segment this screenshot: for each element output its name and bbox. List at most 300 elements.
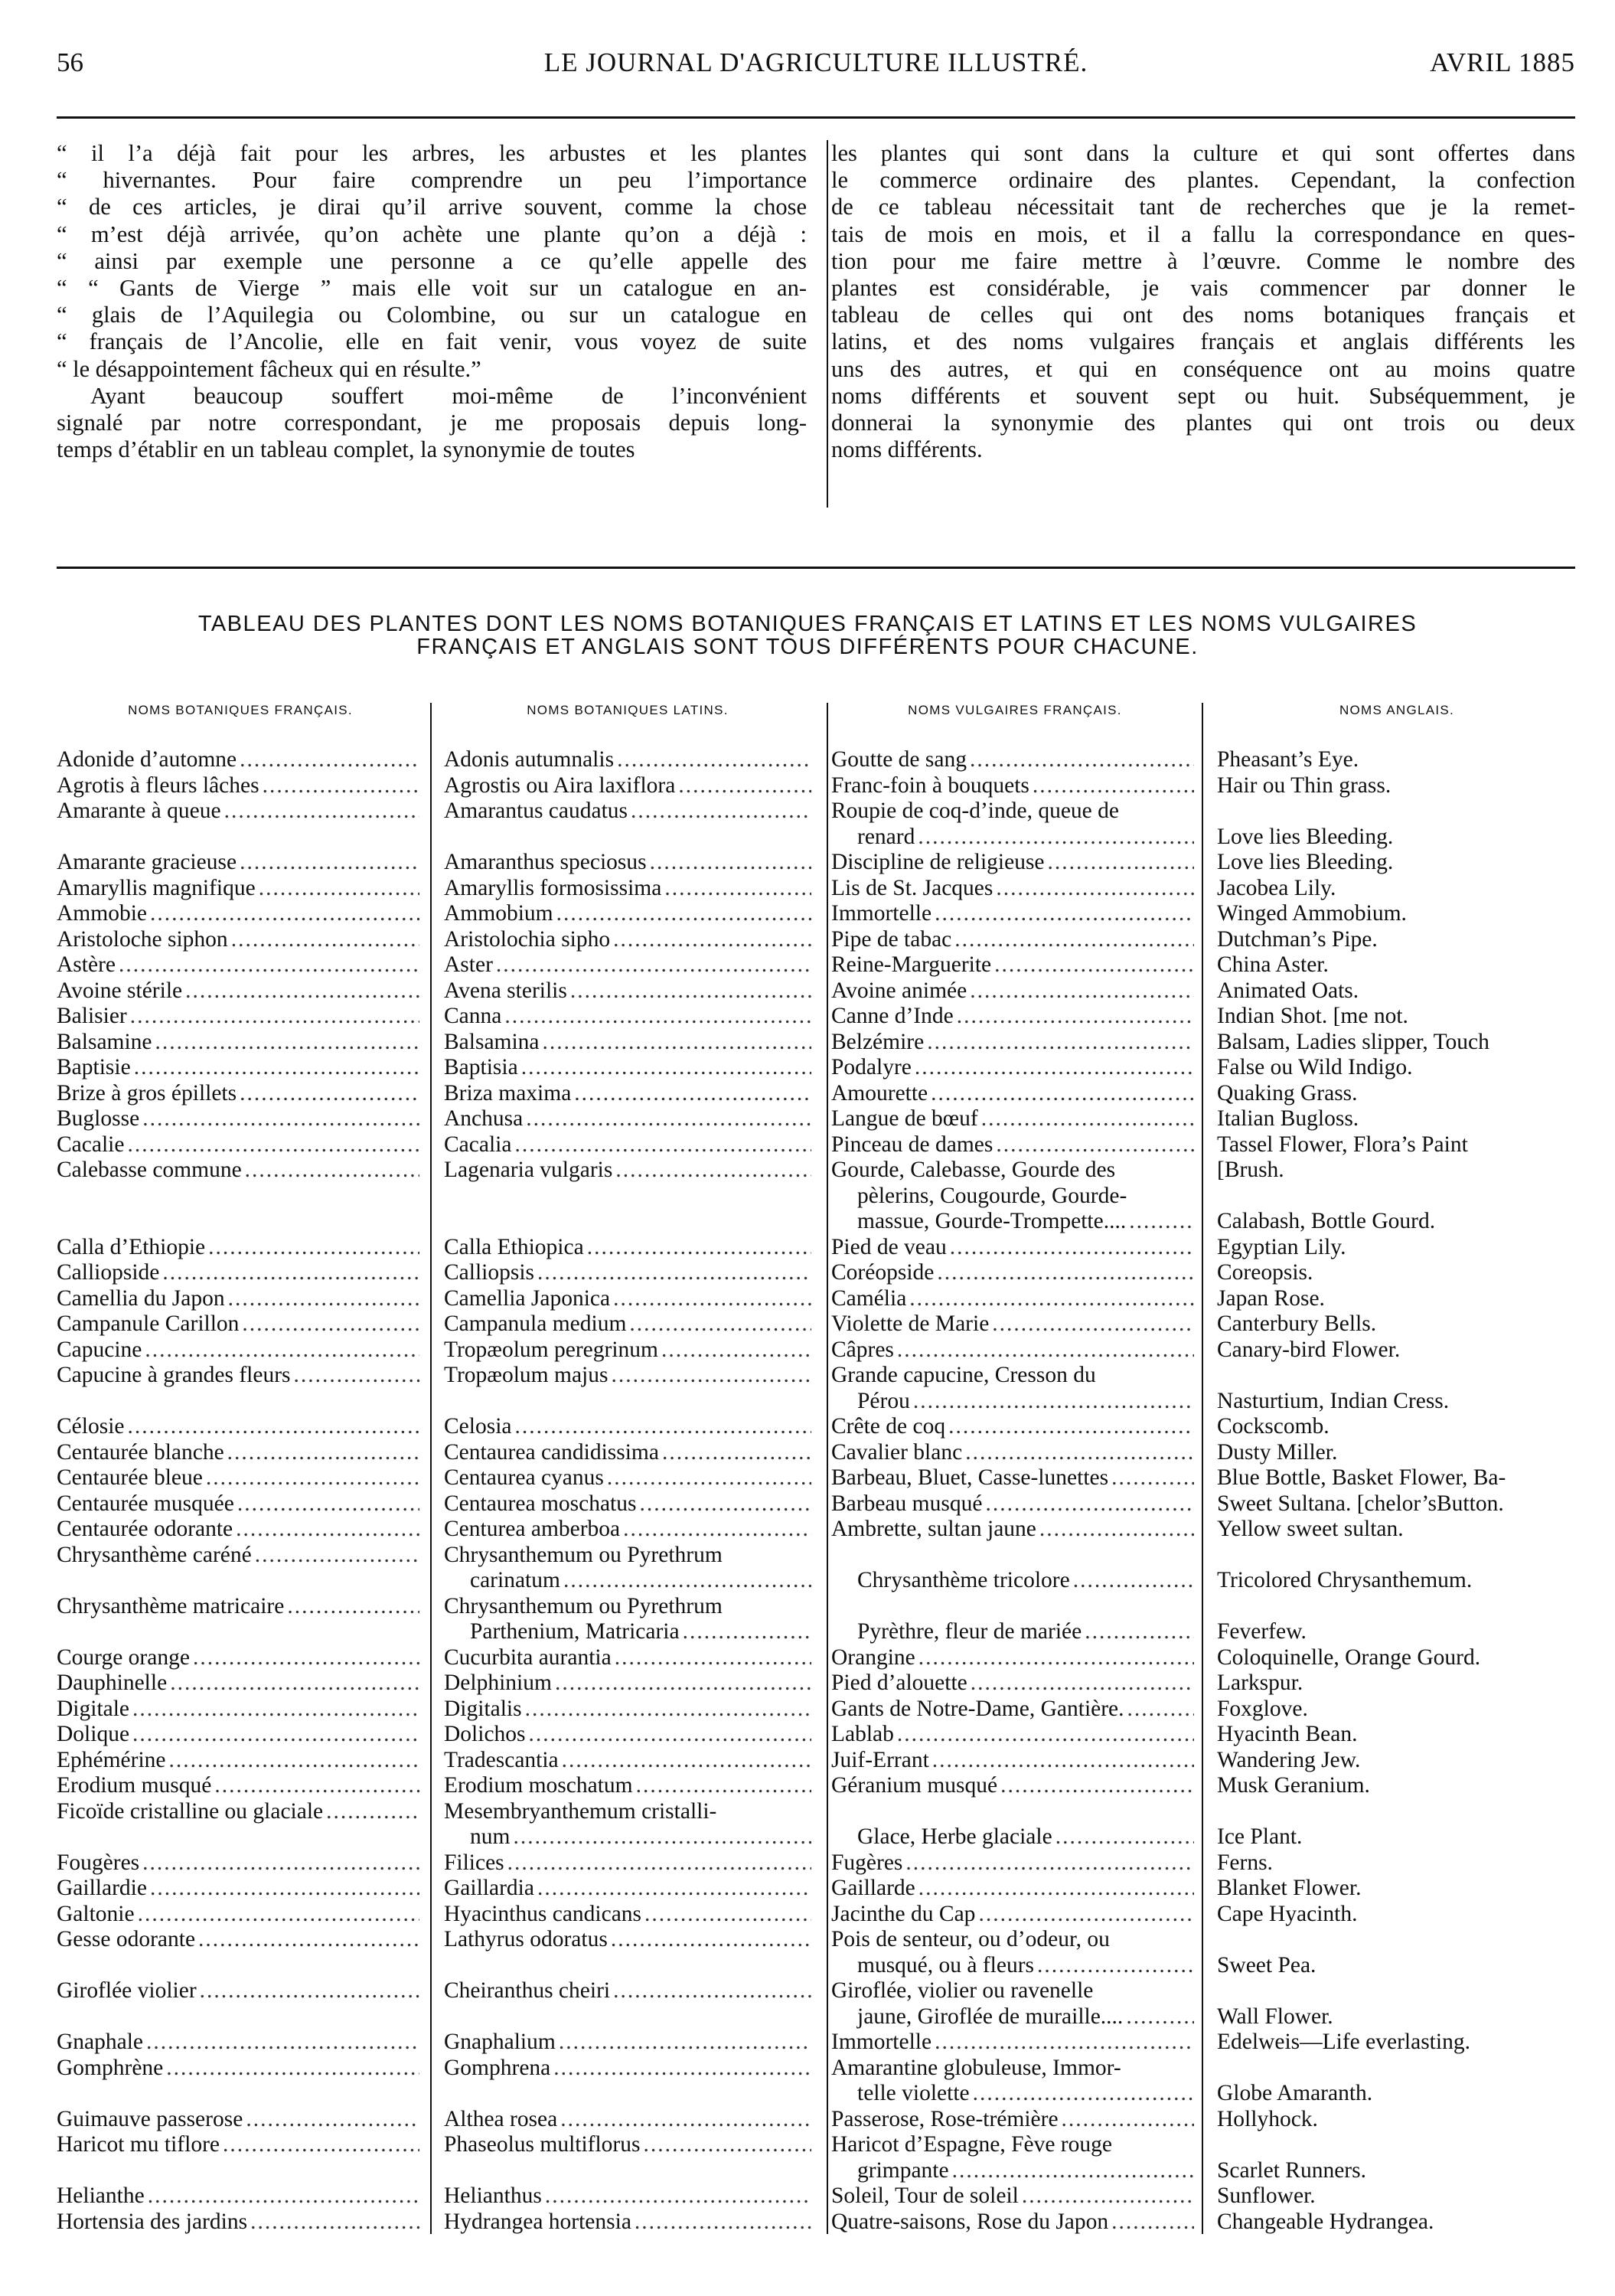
- dot-leader: [246, 2107, 419, 2133]
- french-common-name: [831, 978, 1194, 1004]
- dot-leader: [1111, 2209, 1194, 2236]
- dot-leader: [496, 952, 811, 978]
- french-botanical-name-text: Astère: [57, 952, 116, 977]
- french-botanical-name-text: Guimauve passerose: [57, 2106, 243, 2131]
- french-common-name-text: Camélia: [831, 1285, 907, 1311]
- dot-leader: [537, 1876, 811, 1902]
- dot-leader: [236, 1517, 419, 1543]
- latin-botanical-name-text: Avena sterilis: [444, 978, 567, 1003]
- dot-leader: [918, 1876, 1194, 1902]
- french-botanical-name-text: Amarante à queue: [57, 799, 221, 823]
- french-common-name: Giroflée, violier ou ravenelle: [831, 1978, 1094, 2003]
- dot-leader: [587, 1235, 811, 1261]
- french-common-name-text: Pyrèthre, fleur de mariée: [857, 1619, 1082, 1644]
- french-common-name: [831, 1311, 1194, 1337]
- dot-leader: [661, 1337, 811, 1364]
- french-common-name: [831, 2183, 1194, 2209]
- english-name: Sweet Pea.: [1217, 1952, 1316, 1978]
- prose-left-column: [57, 140, 807, 463]
- french-common-name: [831, 1517, 1194, 1543]
- french-botanical-name-text: Baptisie: [57, 1055, 131, 1079]
- dot-leader: [150, 901, 419, 927]
- french-botanical-name-text: Gnaphale: [57, 2030, 144, 2054]
- english-name: Nasturtium, Indian Cress.: [1217, 1388, 1450, 1413]
- french-botanical-name: [57, 1876, 419, 1902]
- french-botanical-name: [57, 1337, 419, 1364]
- english-name: Sunflower.: [1217, 2183, 1316, 2208]
- french-botanical-name: [57, 1799, 419, 1825]
- latin-botanical-name: [444, 927, 811, 953]
- french-common-name-text: Pipe de tabac: [831, 926, 952, 952]
- dot-leader: [237, 1491, 419, 1517]
- dot-leader: [931, 1081, 1194, 1107]
- dot-leader: [132, 1722, 419, 1748]
- dot-leader: [155, 1030, 419, 1056]
- french-common-name-text: Immortelle: [831, 2030, 932, 2054]
- latin-botanical-name: [444, 1773, 811, 1799]
- latin-botanical-name: [444, 2183, 811, 2209]
- latin-botanical-name: [444, 1004, 811, 1030]
- dot-leader: [954, 927, 1194, 953]
- french-botanical-name-text: Campanule Carillon: [57, 1311, 240, 1336]
- english-name: Blue Bottle, Basket Flower, Ba-: [1217, 1465, 1506, 1490]
- french-botanical-name: [57, 2107, 419, 2133]
- dot-leader: [326, 1799, 419, 1825]
- french-botanical-name-text: Adonide d’automne: [57, 747, 237, 772]
- dot-leader: [231, 927, 419, 953]
- latin-botanical-name-text: Cacalia: [444, 1132, 512, 1157]
- english-name: Tricolored Chrysanthemum.: [1217, 1568, 1473, 1592]
- dot-leader: [992, 1311, 1194, 1337]
- dot-leader: [935, 2030, 1194, 2056]
- french-common-name: Grande capucine, Cresson du: [831, 1363, 1096, 1387]
- french-botanical-name-text: Calla d’Ethiopie: [57, 1234, 206, 1259]
- english-name: Blanket Flower.: [1217, 1876, 1362, 1900]
- latin-botanical-name: [444, 1158, 811, 1184]
- dot-leader: [915, 1055, 1194, 1081]
- journal-title: LE JOURNAL D'AGRICULTURE ILLUSTRÉ.: [543, 47, 1088, 77]
- french-botanical-name-text: Centaurée bleue: [57, 1465, 203, 1490]
- french-botanical-name-text: Chrysanthème caréné: [57, 1542, 252, 1567]
- dot-leader: [613, 927, 811, 953]
- latin-botanical-name: [444, 1927, 811, 1953]
- english-name: Love lies Bleeding.: [1217, 824, 1394, 849]
- dot-leader: [909, 1286, 1194, 1312]
- latin-botanical-name: [444, 1440, 811, 1466]
- french-common-name: [857, 2081, 1194, 2107]
- dot-leader: [918, 1645, 1194, 1671]
- french-botanical-name-text: Avoine stérile: [57, 978, 183, 1003]
- prose-line: plantes est considérable, je vais commencer par donner le: [831, 274, 1575, 301]
- french-common-name: [831, 1235, 1194, 1261]
- french-botanical-name-text: Agrotis à fleurs lâches: [57, 772, 259, 798]
- dot-leader: [1127, 1697, 1194, 1723]
- dot-leader: [574, 1081, 811, 1107]
- latin-botanical-name: [444, 1286, 811, 1312]
- french-botanical-name: [57, 1106, 419, 1132]
- latin-botanical-name: Chrysanthemum ou Pyrethrum: [444, 1542, 723, 1567]
- french-botanical-name-text: Centaurée odorante: [57, 1517, 233, 1541]
- french-botanical-name-text: Camellia du Japon: [57, 1285, 225, 1311]
- french-botanical-name: [57, 1850, 419, 1876]
- dot-leader: [559, 2030, 811, 2056]
- latin-botanical-name: [444, 1260, 811, 1286]
- latin-botanical-name: [444, 1337, 811, 1364]
- french-botanical-name: [57, 1030, 419, 1056]
- french-common-name: [831, 2107, 1194, 2133]
- french-botanical-name-text: Gaillardie: [57, 1876, 147, 1900]
- latin-botanical-name-text: Tropæolum peregrinum: [444, 1337, 658, 1362]
- french-common-name: [857, 825, 1194, 851]
- french-common-name: Pois de senteur, ou d’odeur, ou: [831, 1927, 1110, 1951]
- french-botanical-name-text: Erodium musqué: [57, 1773, 212, 1798]
- french-common-name: [857, 1619, 1194, 1645]
- latin-botanical-name-text: Calla Ethiopica: [444, 1234, 584, 1259]
- french-botanical-name-text: Calebasse commune: [57, 1158, 242, 1182]
- french-botanical-name: [57, 747, 419, 773]
- table-title-line-2: FRANÇAIS ET ANGLAIS SONT TOUS DIFFÉRENTS POUR CHACUNE.: [416, 635, 1199, 659]
- dot-leader: [150, 1876, 419, 1902]
- latin-botanical-name: Mesembryanthemum cristalli-: [444, 1798, 717, 1824]
- dot-leader: [631, 799, 811, 825]
- plant-synonym-table: [0, 747, 1615, 2240]
- french-common-name: [831, 1671, 1194, 1697]
- latin-botanical-name-text: Balsamina: [444, 1029, 540, 1054]
- dot-leader: [543, 1030, 811, 1056]
- latin-botanical-name-text: Amaranthus speciosus: [444, 850, 647, 874]
- latin-botanical-name-text: Erodium moschatum: [444, 1773, 633, 1798]
- dot-leader: [678, 773, 811, 799]
- latin-botanical-name-text: Gaillardia: [444, 1876, 534, 1900]
- latin-botanical-name: [444, 1132, 811, 1158]
- french-botanical-name: [57, 1927, 419, 1953]
- dot-leader: [166, 2056, 419, 2082]
- prose-line: “ “ Gants de Vierge ” mais elle voit sur un catalogue en an-: [57, 274, 807, 301]
- dot-leader: [545, 2183, 811, 2209]
- prose-line: les plantes qui sont dans la culture et qui sont offertes dans: [831, 140, 1575, 166]
- french-common-name-text: Jacinthe du Cap: [831, 1901, 976, 1926]
- table-title-line-1: TABLEAU DES PLANTES DONT LES NOMS BOTANIQUES FRANÇAIS ET LATINS ET LES NOMS VULGAIRES: [197, 612, 1418, 636]
- french-botanical-name-text: Centaurée musquée: [57, 1491, 234, 1516]
- french-common-name-text: massue, Gourde-Trompette....: [857, 1209, 1127, 1233]
- french-common-name-text: musqué, ou à fleurs: [857, 1952, 1035, 1978]
- dot-leader: [971, 1671, 1194, 1697]
- dot-leader: [513, 1824, 811, 1850]
- latin-botanical-name-cont-text: Parthenium, Matricaria: [470, 1619, 680, 1644]
- dot-leader: [897, 1722, 1194, 1748]
- prose-line: uns des autres, et qui en conséquence ont au moins quatre: [831, 355, 1575, 382]
- dot-leader: [613, 1286, 811, 1312]
- dot-leader: [629, 1311, 811, 1337]
- french-botanical-name: [57, 773, 419, 799]
- french-common-name-text: Coréopside: [831, 1260, 935, 1285]
- prose-line: latins, et des noms vulgaires français et anglais différents les: [831, 328, 1575, 355]
- dot-leader: [214, 1773, 419, 1799]
- french-botanical-name: [57, 2132, 419, 2158]
- french-common-name: [831, 773, 1194, 799]
- latin-botanical-name: [444, 1671, 811, 1697]
- french-common-name: [831, 1645, 1194, 1671]
- column-header-french-botanical: NOMS BOTANIQUES FRANÇAIS.: [128, 703, 353, 717]
- french-botanical-name: [57, 1414, 419, 1440]
- prose-line: “ français de l’Ancolie, elle en fait venir, vous voyez de suite: [57, 328, 807, 355]
- french-common-name: Gourde, Calebasse, Gourde des: [831, 1158, 1116, 1182]
- french-botanical-name: [57, 1004, 419, 1030]
- english-name: Italian Bugloss.: [1217, 1106, 1359, 1131]
- column-header-latin-botanical: NOMS BOTANIQUES LATINS.: [527, 703, 729, 717]
- dot-leader: [255, 1543, 419, 1569]
- french-botanical-name-text: Capucine: [57, 1337, 142, 1362]
- french-botanical-name: [57, 876, 419, 902]
- french-common-name: [831, 1491, 1194, 1517]
- dot-leader: [970, 747, 1194, 773]
- french-common-name-text: Langue de bœuf: [831, 1106, 978, 1131]
- french-common-name: [831, 876, 1194, 902]
- latin-botanical-name: [444, 1748, 811, 1774]
- dot-leader: [250, 2209, 419, 2236]
- dot-leader: [950, 1235, 1194, 1261]
- english-name: Foxglove.: [1217, 1696, 1308, 1721]
- dot-leader: [613, 1978, 811, 2004]
- latin-botanical-name-text: Lagenaria vulgaris: [444, 1158, 613, 1182]
- dot-leader: [1022, 2183, 1194, 2209]
- english-name: Indian Shot. [me not.: [1217, 1004, 1408, 1028]
- english-name: Wall Flower.: [1217, 2004, 1333, 2029]
- french-botanical-name-text: Aristoloche siphon: [57, 926, 228, 952]
- dot-leader: [570, 978, 811, 1004]
- french-common-name-text: Lis de St. Jacques: [831, 875, 993, 900]
- latin-botanical-name: [444, 850, 811, 876]
- french-botanical-name: [57, 1902, 419, 1928]
- french-botanical-name-text: Balisier: [57, 1004, 127, 1028]
- dot-leader: [206, 1465, 419, 1491]
- dot-leader: [1111, 1465, 1194, 1491]
- prose-right-column: [831, 140, 1575, 463]
- french-common-name-text: Soleil, Tour de soleil: [831, 2183, 1019, 2208]
- french-botanical-name-text: Ephémérine: [57, 1747, 166, 1772]
- prose-line: Ayant beaucoup souffert moi-même de l’inconvénient: [90, 382, 807, 409]
- french-botanical-name: [57, 1645, 419, 1671]
- french-common-name-text: Géranium musqué: [831, 1773, 998, 1798]
- latin-botanical-name: [444, 1363, 811, 1389]
- dot-leader: [1048, 850, 1194, 876]
- latin-botanical-name-text: Dolichos: [444, 1722, 526, 1746]
- english-name: Jacobea Lily.: [1217, 875, 1336, 900]
- dot-leader: [662, 1440, 811, 1466]
- dot-leader: [240, 1081, 419, 1107]
- latin-botanical-name-text: Gnaphalium: [444, 2030, 556, 2054]
- dot-leader: [555, 1671, 811, 1697]
- french-botanical-name: [57, 927, 419, 953]
- french-common-name: [831, 1081, 1194, 1107]
- french-botanical-name: [57, 1260, 419, 1286]
- french-botanical-name-text: Calliopside: [57, 1260, 160, 1285]
- dot-leader: [287, 1594, 419, 1620]
- french-botanical-name: [57, 1363, 419, 1389]
- french-botanical-name-text: Helianthe: [57, 2183, 145, 2208]
- page-number: 56: [57, 47, 83, 77]
- french-common-name: Roupie de coq-d’inde, queue de: [831, 799, 1119, 823]
- french-botanical-name-text: Capucine à grandes fleurs: [57, 1363, 291, 1387]
- french-botanical-name: [57, 1081, 419, 1107]
- french-common-name-text: Barbeau musqué: [831, 1491, 983, 1516]
- latin-botanical-name-text: Centaurea candidissima: [444, 1439, 659, 1465]
- latin-botanical-name-text: Althea rosea: [444, 2106, 558, 2131]
- french-common-name: [857, 1389, 1194, 1415]
- english-name: Coreopsis.: [1217, 1260, 1313, 1285]
- latin-botanical-name: [444, 2209, 811, 2236]
- dot-leader: [957, 1004, 1194, 1030]
- english-name: Larkspur.: [1217, 1671, 1303, 1695]
- french-common-name-text: Pied de veau: [831, 1234, 947, 1259]
- latin-botanical-name: [444, 773, 811, 799]
- prose-line: signalé par notre correspondant, je me proposais depuis long-: [57, 409, 807, 436]
- english-name: Wandering Jew.: [1217, 1747, 1361, 1772]
- french-common-name: [831, 1697, 1194, 1723]
- prose-line: temps d’établir en un tableau complet, la synonymie de toutes: [57, 436, 635, 463]
- french-botanical-name-text: Gesse odorante: [57, 1927, 196, 1951]
- latin-botanical-name: [444, 1414, 811, 1440]
- latin-botanical-name: [444, 952, 811, 978]
- dot-leader: [1039, 1517, 1194, 1543]
- french-common-name: [831, 1902, 1194, 1928]
- english-name: Changeable Hydrangea.: [1217, 2209, 1434, 2234]
- latin-botanical-name: [444, 1722, 811, 1748]
- latin-botanical-name-text: Delphinium: [444, 1671, 552, 1695]
- latin-botanical-name: [444, 901, 811, 927]
- french-botanical-name: [57, 2209, 419, 2236]
- dot-leader: [1129, 1209, 1194, 1235]
- french-common-name-text: Cavalier blanc: [831, 1439, 963, 1465]
- french-common-name: [831, 747, 1194, 773]
- french-botanical-name: [57, 1132, 419, 1158]
- dot-leader: [996, 1132, 1194, 1158]
- dot-leader: [973, 2081, 1194, 2107]
- english-name: Quaking Grass.: [1217, 1080, 1358, 1106]
- dot-leader: [948, 1414, 1194, 1440]
- english-name: Dutchman’s Pipe.: [1217, 926, 1378, 952]
- dot-leader: [611, 1363, 811, 1389]
- french-common-name-text: Fugères: [831, 1850, 903, 1875]
- dot-leader: [504, 1004, 811, 1030]
- french-common-name: [831, 1055, 1194, 1081]
- english-name: Cape Hyacinth.: [1217, 1901, 1358, 1926]
- latin-botanical-name: [444, 2056, 811, 2082]
- latin-botanical-name-text: Digitalis: [444, 1696, 522, 1721]
- dot-leader: [1073, 1568, 1194, 1594]
- french-botanical-name: [57, 1491, 419, 1517]
- dot-leader: [514, 1132, 811, 1158]
- dot-leader: [650, 850, 811, 876]
- latin-botanical-name-text: Ammobium: [444, 901, 553, 926]
- english-name: Edelweis—Life everlasting.: [1217, 2030, 1470, 2054]
- dot-leader: [643, 2132, 811, 2158]
- latin-botanical-name-text: Cucurbita aurantia: [444, 1644, 612, 1670]
- latin-botanical-name-text: Cheiranthus cheiri: [444, 1978, 611, 2003]
- latin-botanical-name-text: Centaurea moschatus: [444, 1491, 637, 1516]
- dot-leader: [635, 2209, 811, 2236]
- dot-leader: [927, 1030, 1194, 1056]
- english-name: Feverfew.: [1217, 1619, 1307, 1644]
- french-botanical-name-text: Chrysanthème matricaire: [57, 1593, 285, 1618]
- french-common-name: [831, 1850, 1194, 1876]
- latin-botanical-name: [444, 876, 811, 902]
- french-botanical-name-text: Balsamine: [57, 1029, 152, 1054]
- dot-leader: [240, 850, 419, 876]
- latin-botanical-name: [444, 2107, 811, 2133]
- dot-leader: [981, 1106, 1194, 1132]
- dot-leader: [1055, 1824, 1194, 1850]
- english-name: Hair ou Thin grass.: [1217, 772, 1392, 798]
- english-name: Canary-bird Flower.: [1217, 1337, 1401, 1362]
- french-botanical-name: [57, 1722, 419, 1748]
- english-name: Hyacinth Bean.: [1217, 1722, 1358, 1746]
- french-botanical-name: [57, 1978, 419, 2004]
- prose-divider: [827, 140, 828, 508]
- french-common-name-text: Avoine animée: [831, 978, 967, 1003]
- page-header: [57, 47, 1575, 86]
- french-botanical-name: [57, 2183, 419, 2209]
- french-common-name: [831, 2209, 1194, 2236]
- french-common-name-text: Discipline de religieuse: [831, 850, 1045, 874]
- dot-leader: [1033, 773, 1194, 799]
- french-botanical-name: [57, 1671, 419, 1697]
- dot-leader: [644, 1902, 811, 1928]
- dot-leader: [615, 1158, 811, 1184]
- latin-botanical-name: [444, 2030, 811, 2056]
- french-botanical-name-text: Ficoïde cristalline ou glaciale: [57, 1798, 324, 1824]
- french-common-name-text: Gants de Notre-Dame, Gantière.: [831, 1696, 1124, 1721]
- french-common-name: [831, 1030, 1194, 1056]
- english-name: Calabash, Bottle Gourd.: [1217, 1209, 1436, 1233]
- latin-botanical-name: [444, 1491, 811, 1517]
- latin-botanical-name: [444, 1311, 811, 1337]
- french-common-name: [831, 2030, 1194, 2056]
- dot-leader: [623, 1517, 811, 1543]
- french-botanical-name-text: Galtonie: [57, 1901, 135, 1926]
- prose-line: “ glais de l’Aquilegia ou Colombine, ou sur un catalogue en: [57, 302, 807, 328]
- french-common-name-text: Violette de Marie: [831, 1311, 990, 1336]
- french-common-name-text: Pied d’alouette: [831, 1671, 967, 1695]
- dot-leader: [128, 1414, 420, 1440]
- dot-leader: [138, 1902, 419, 1928]
- english-name: Love lies Bleeding.: [1217, 850, 1394, 874]
- dot-leader: [918, 825, 1194, 851]
- dot-leader: [294, 1363, 419, 1389]
- french-common-name: [831, 1260, 1194, 1286]
- french-common-name: pèlerins, Cougourde, Gourde-: [857, 1183, 1127, 1208]
- latin-botanical-name-text: Agrostis ou Aira laxiflora: [444, 772, 676, 798]
- french-common-name: [857, 1824, 1194, 1850]
- english-name: Animated Oats.: [1217, 978, 1359, 1003]
- french-common-name-text: Franc-foin à bouquets: [831, 772, 1029, 798]
- french-botanical-name: [57, 952, 419, 978]
- french-botanical-name: [57, 1311, 419, 1337]
- dot-leader: [636, 1773, 811, 1799]
- english-name: Yellow sweet sultan.: [1217, 1517, 1404, 1541]
- dot-leader: [134, 1055, 419, 1081]
- dot-leader: [259, 876, 419, 902]
- dot-leader: [996, 876, 1194, 902]
- prose-line: “ il l’a déjà fait pour les arbres, les arbustes et les plantes: [57, 140, 807, 166]
- french-botanical-name: [57, 1440, 419, 1466]
- french-common-name-text: Crête de coq: [831, 1414, 946, 1439]
- french-botanical-name-text: Ammobie: [57, 901, 147, 926]
- french-botanical-name-text: Giroflée violier: [57, 1978, 197, 2003]
- prose-line: donnerai la synonymie des plantes qui ont trois ou deux: [831, 409, 1575, 436]
- english-name: Ice Plant.: [1217, 1824, 1303, 1849]
- french-botanical-name: [57, 2056, 419, 2082]
